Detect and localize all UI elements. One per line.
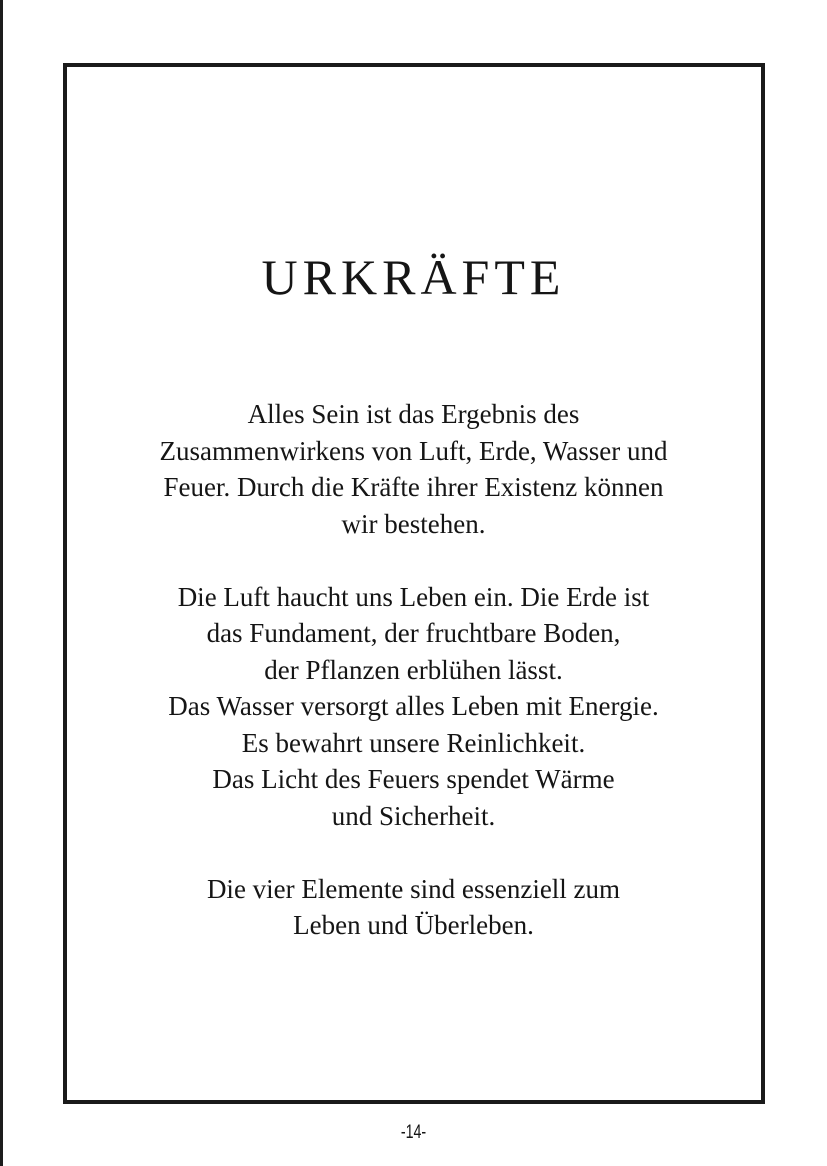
text-line: wir bestehen. [341,508,486,539]
text-line: Feuer. Durch die Kräfte ihrer Existenz können [163,472,664,502]
text-line: Die vier Elemente sind essenziell zum [206,873,621,904]
text-line: Alles Sein ist das Ergebnis des [247,399,580,429]
paragraph-elements-origin [0,396,827,542]
text-line: das Fundament, der fruchtbare Boden, [206,618,621,648]
paragraph-elements-description [0,579,827,835]
text-line: und Sicherheit. [331,800,496,831]
text-line: Die Luft haucht uns Leben ein. Die Erde ist [177,581,650,612]
poem-body [0,396,827,980]
paragraph-elements-conclusion [0,871,827,944]
text-line: Leben und Überleben. [293,910,534,940]
text-line: Zusammenwirkens von Luft, Erde, Wasser und [159,435,668,466]
page-title: URKRÄFTE [261,249,566,305]
text-line: der Pflanzen erblühen lässt. [264,654,563,685]
page-number: -14- [400,1122,427,1143]
text-line: Das Licht des Feuers spendet Wärme [212,764,615,794]
text-line: Das Wasser versorgt alles Leben mit Energie. [168,691,659,721]
text-line: Es bewahrt unsere Reinlichkeit. [241,727,586,758]
